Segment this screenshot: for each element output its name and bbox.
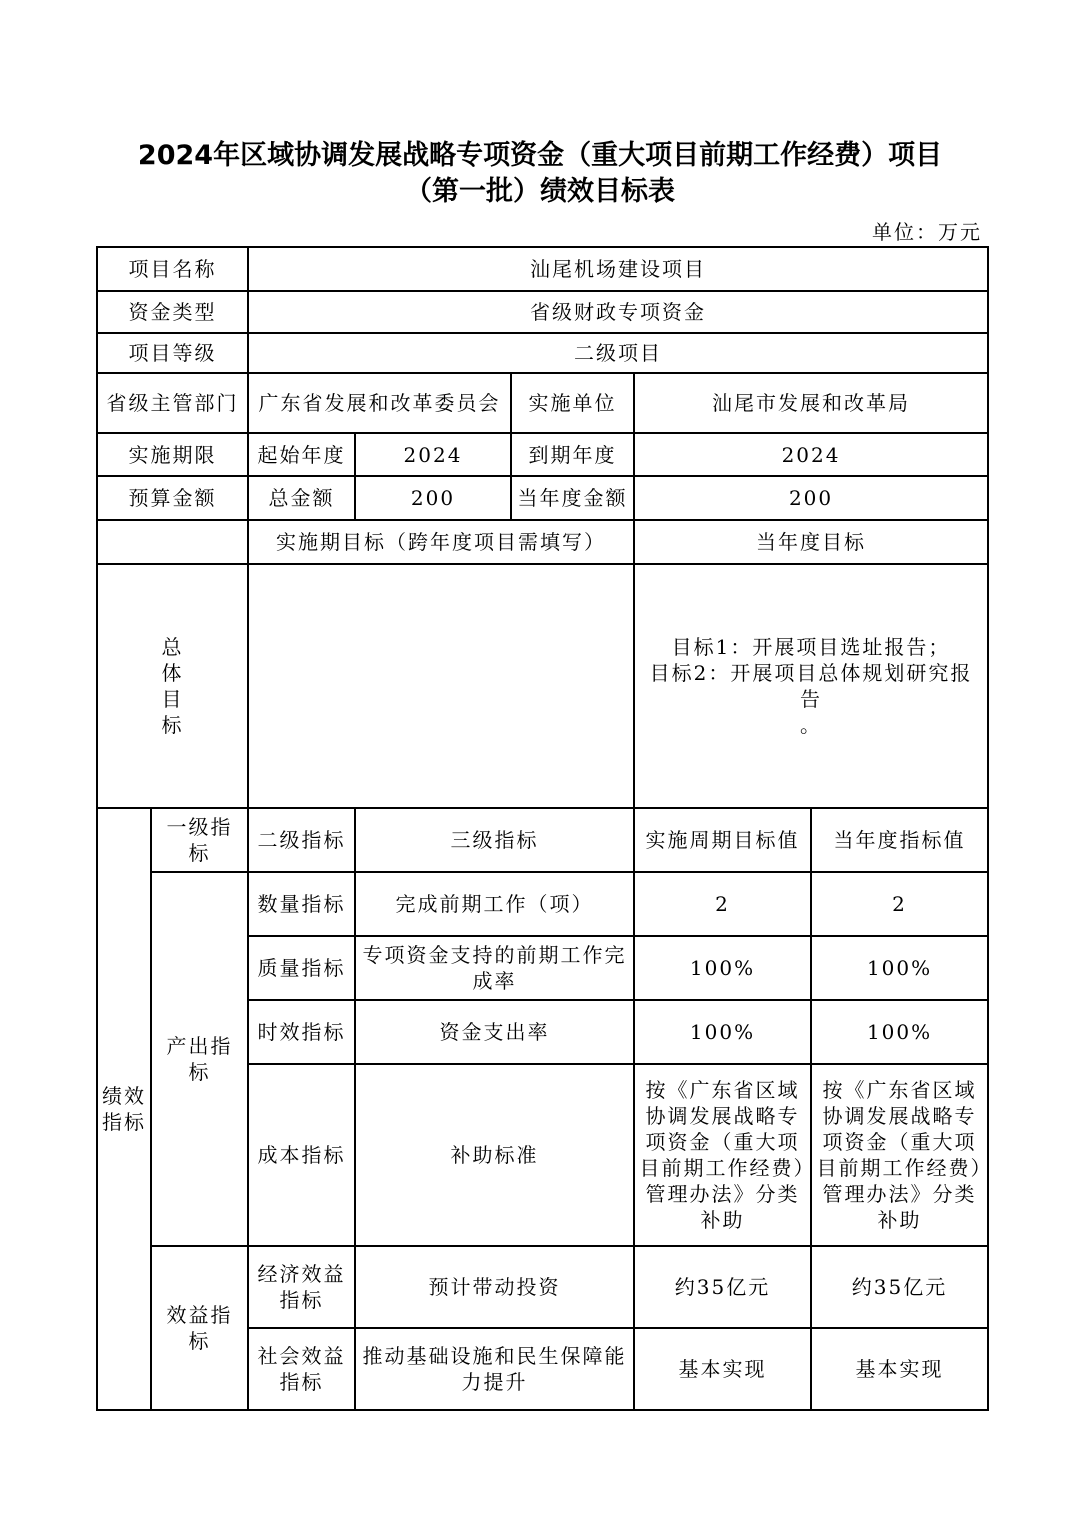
total-amount-label: 总金额	[248, 476, 355, 520]
goal-header-row	[97, 520, 988, 564]
period-row	[97, 433, 988, 476]
implementing-unit-value: 汕尾市发展和改革局	[634, 373, 988, 433]
current-value-cell: 基本实现	[811, 1328, 988, 1410]
period-value-cell: 2	[634, 872, 811, 936]
period-value-cell: 基本实现	[634, 1328, 811, 1410]
current-amount-label: 当年度金额	[511, 476, 634, 520]
current-goal-header: 当年度目标	[634, 520, 988, 564]
level2-cell: 社会效益指标	[248, 1328, 355, 1410]
project-name-label: 项目名称	[97, 247, 248, 291]
level3-cell: 推动基础设施和民生保障能力提升	[355, 1328, 634, 1410]
period-value-cell: 100%	[634, 936, 811, 1000]
current-value-cell: 100%	[811, 936, 988, 1000]
level3-cell: 完成前期工作（项）	[355, 872, 634, 936]
project-level-label: 项目等级	[97, 333, 248, 373]
department-row	[97, 373, 988, 433]
start-year-value: 2024	[355, 433, 511, 476]
fund-type-row	[97, 291, 988, 333]
level2-cell: 数量指标	[248, 872, 355, 936]
overall-goal-label: 总 体 目 标	[97, 564, 248, 808]
level2-header: 二级指标	[248, 808, 355, 872]
end-year-value: 2024	[634, 433, 988, 476]
level2-cell: 经济效益指标	[248, 1246, 355, 1328]
current-value-cell: 按《广东省区域协调发展战略专项资金（重大项目前期工作经费）管理办法》分类补助	[811, 1064, 988, 1246]
period-value-cell: 100%	[634, 1000, 811, 1064]
performance-target-table	[96, 246, 989, 1411]
current-goal-line-1: 目标1：开展项目选址报告；	[671, 635, 951, 659]
period-value-header: 实施周期目标值	[634, 808, 811, 872]
overall-goal-row	[97, 564, 988, 808]
goal-header-blank	[97, 520, 248, 564]
fund-type-value: 省级财政专项资金	[248, 291, 988, 333]
period-value-cell: 按《广东省区域协调发展战略专项资金（重大项目前期工作经费）管理办法》分类补助	[634, 1064, 811, 1246]
period-value-cell: 约35亿元	[634, 1246, 811, 1328]
current-value-cell: 约35亿元	[811, 1246, 988, 1328]
department-label: 省级主管部门	[97, 373, 248, 433]
current-goal-line-2: 目标2：开展项目总体规划研究报告	[649, 661, 973, 711]
current-value-cell: 2	[811, 872, 988, 936]
level3-cell: 预计带动投资	[355, 1246, 634, 1328]
title-line-2: （第一批）绩效目标表	[405, 176, 675, 207]
implementing-unit-label: 实施单位	[511, 373, 634, 433]
project-level-value: 二级项目	[248, 333, 988, 373]
end-year-label: 到期年度	[511, 433, 634, 476]
current-value-header: 当年度指标值	[811, 808, 988, 872]
period-goal-content	[248, 564, 634, 808]
budget-label: 预算金额	[97, 476, 248, 520]
budget-row	[97, 476, 988, 520]
indicator-header-row	[97, 808, 988, 872]
level3-header: 三级指标	[355, 808, 634, 872]
period-label: 实施期限	[97, 433, 248, 476]
project-name-value: 汕尾机场建设项目	[248, 247, 988, 291]
title-line-1: 2024年区域协调发展战略专项资金（重大项目前期工作经费）项目	[137, 140, 943, 171]
table-row	[97, 872, 988, 936]
period-goal-header: 实施期目标（跨年度项目需填写）	[248, 520, 634, 564]
document-title	[60, 138, 1020, 210]
current-goal-content	[634, 564, 988, 808]
level1-header: 一级指标	[151, 808, 248, 872]
level2-cell: 成本指标	[248, 1064, 355, 1246]
fund-type-label: 资金类型	[97, 291, 248, 333]
current-amount-value: 200	[634, 476, 988, 520]
benefit-indicator-label: 效益指标	[151, 1246, 248, 1410]
performance-indicator-label: 绩效 指标	[97, 808, 151, 1410]
start-year-label: 起始年度	[248, 433, 355, 476]
level2-cell: 质量指标	[248, 936, 355, 1000]
project-level-row	[97, 333, 988, 373]
project-name-row	[97, 247, 988, 291]
current-value-cell: 100%	[811, 1000, 988, 1064]
level3-cell: 资金支出率	[355, 1000, 634, 1064]
level2-cell: 时效指标	[248, 1000, 355, 1064]
table-row	[97, 1246, 988, 1328]
unit-label: 单位：万元	[872, 220, 982, 244]
current-goal-line-3: 。	[800, 713, 823, 737]
level3-cell: 专项资金支持的前期工作完成率	[355, 936, 634, 1000]
level3-cell: 补助标准	[355, 1064, 634, 1246]
output-indicator-label: 产出指标	[151, 872, 248, 1246]
total-amount-value: 200	[355, 476, 511, 520]
department-value: 广东省发展和改革委员会	[248, 373, 511, 433]
